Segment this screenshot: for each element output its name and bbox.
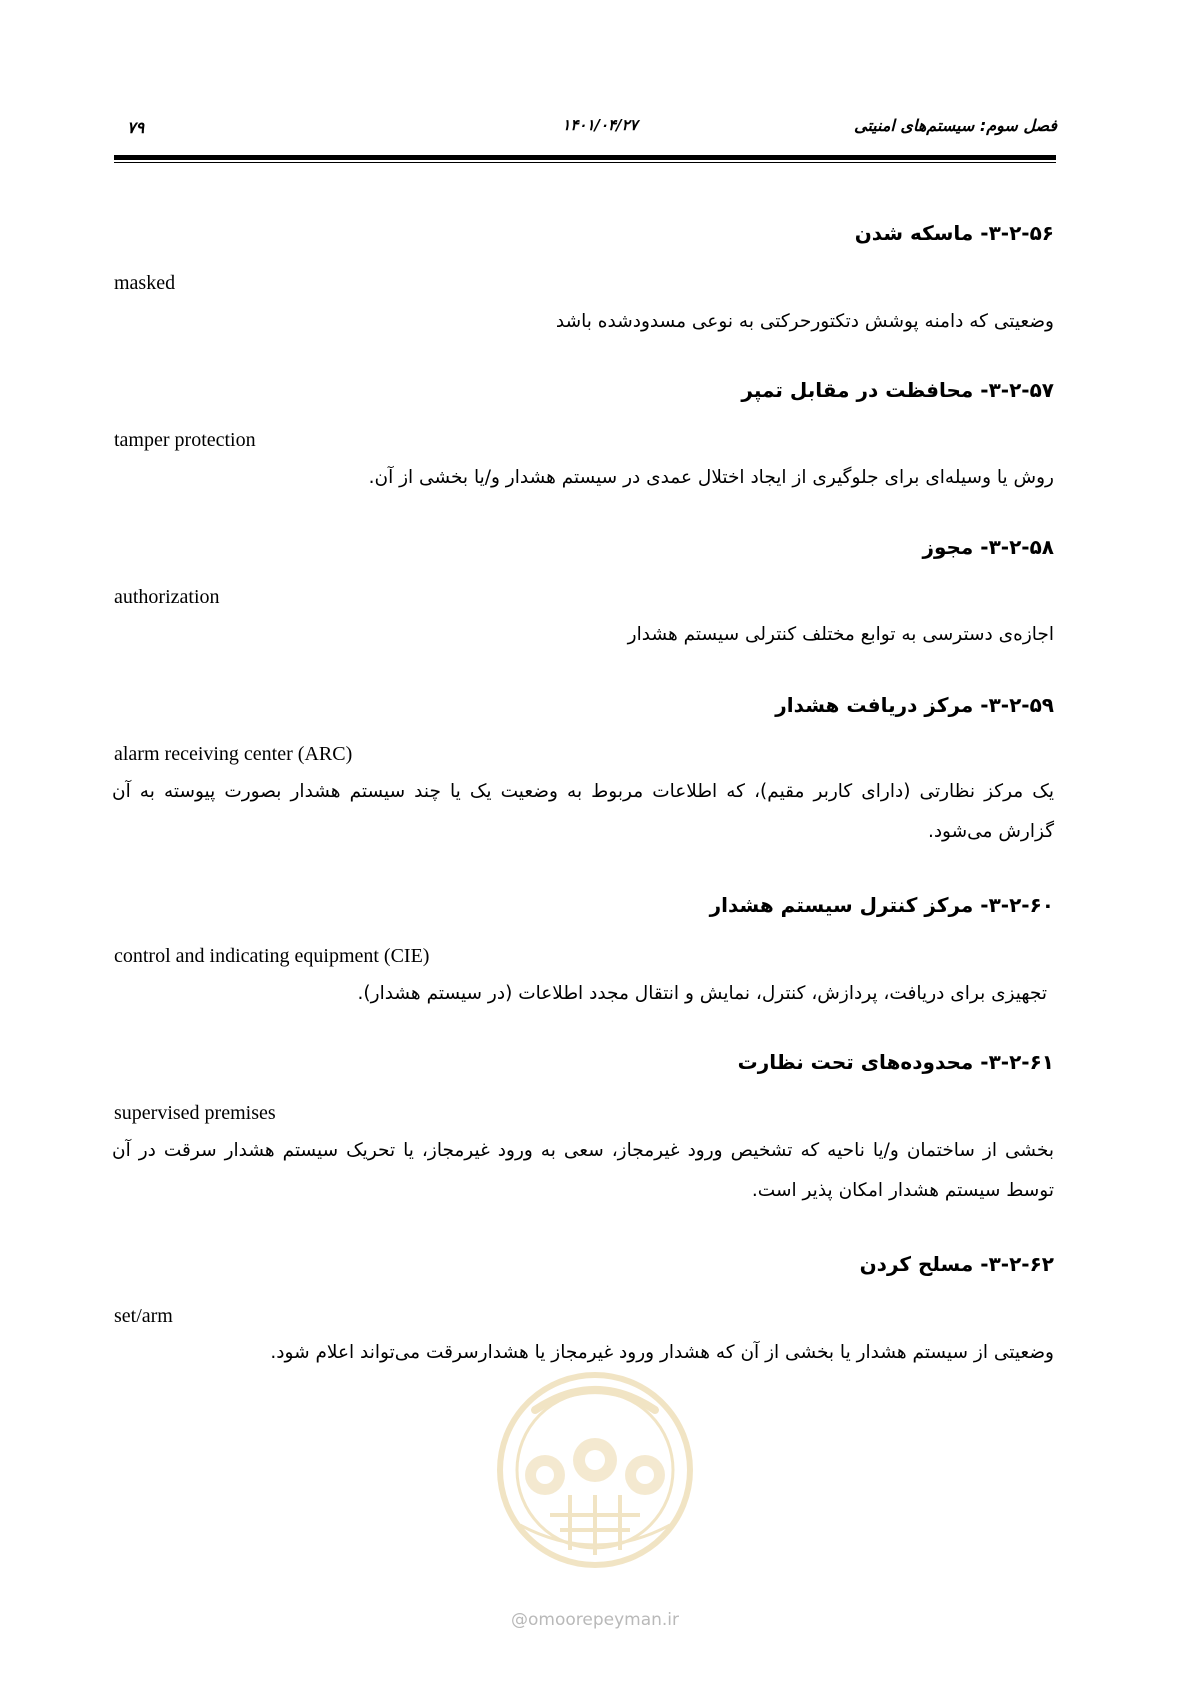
term-english: alarm receiving center (ARC) [114, 743, 353, 765]
watermark-text: @omoorepeyman.ir [510, 1610, 680, 1630]
term-definition: یک مرکز نظارتی (دارای کاربر مقیم)، که اطلاعات مربوط به وضعیت یک یا چند سیستم هشدار بصورت پیوسته به آن گزارش می‌شود. [112, 781, 1054, 842]
term-definition: اجازه‌ی دسترسی به توابع مختلف کنترلی سیستم هشدار [627, 624, 1054, 645]
term-heading: ۳-۲-۵۹- مرکز دریافت هشدار [775, 693, 1054, 717]
header-rule-thin [114, 162, 1056, 163]
watermark-logo [480, 1365, 710, 1585]
chapter-title: فصل سوم: سیستم‌های امنیتی [854, 116, 1057, 135]
term-heading: ۳-۲-۵۸- مجوز [922, 535, 1054, 559]
header-rule-thick [114, 155, 1056, 160]
term-english: masked [114, 272, 176, 294]
term-heading: ۳-۲-۶۰- مرکز کنترل سیستم هشدار [709, 893, 1054, 917]
term-english: control and indicating equipment (CIE) [114, 945, 430, 967]
term-definition: تجهیزی برای دریافت، پردازش، کنترل، نمایش و انتقال مجدد اطلاعات (در سیستم هشدار). [357, 983, 1047, 1004]
term-english: set/arm [114, 1305, 173, 1327]
term-heading: ۳-۲-۵۷- محافظت در مقابل تمپر [741, 378, 1054, 402]
term-definition: روش یا وسیله‌ای برای جلوگیری از ایجاد اختلال عمدی در سیستم هشدار و/یا بخشی از آن. [368, 467, 1054, 488]
term-definition: وضعیتی که دامنه پوشش دتکتورحرکتی به نوعی مسدودشده باشد [555, 311, 1054, 332]
term-english: supervised premises [114, 1102, 276, 1124]
page-number: ۷۹ [127, 118, 145, 137]
term-definition: وضعیتی از سیستم هشدار یا بخشی از آن که هشدار ورود غیرمجاز یا هشدارسرقت می‌تواند اعلام شود. [270, 1342, 1054, 1363]
term-definition: بخشی از ساختمان و/یا ناحیه که تشخیص ورود غیرمجاز، سعی به ورود غیرمجاز، یا تحریک سیستم هشدار سرقت در آن توسط سیستم هشدار امکان پذیر است. [112, 1140, 1054, 1201]
term-heading: ۳-۲-۶۱- محدوده‌های تحت نظارت [737, 1050, 1054, 1074]
term-english: authorization [114, 586, 220, 608]
term-heading: ۳-۲-۵۶- ماسکه شدن [854, 221, 1054, 245]
header-date: ۱۴۰۱/۰۴/۲۷ [562, 116, 638, 134]
term-heading: ۳-۲-۶۲- مسلح کردن [859, 1252, 1054, 1276]
term-english: tamper protection [114, 429, 256, 451]
